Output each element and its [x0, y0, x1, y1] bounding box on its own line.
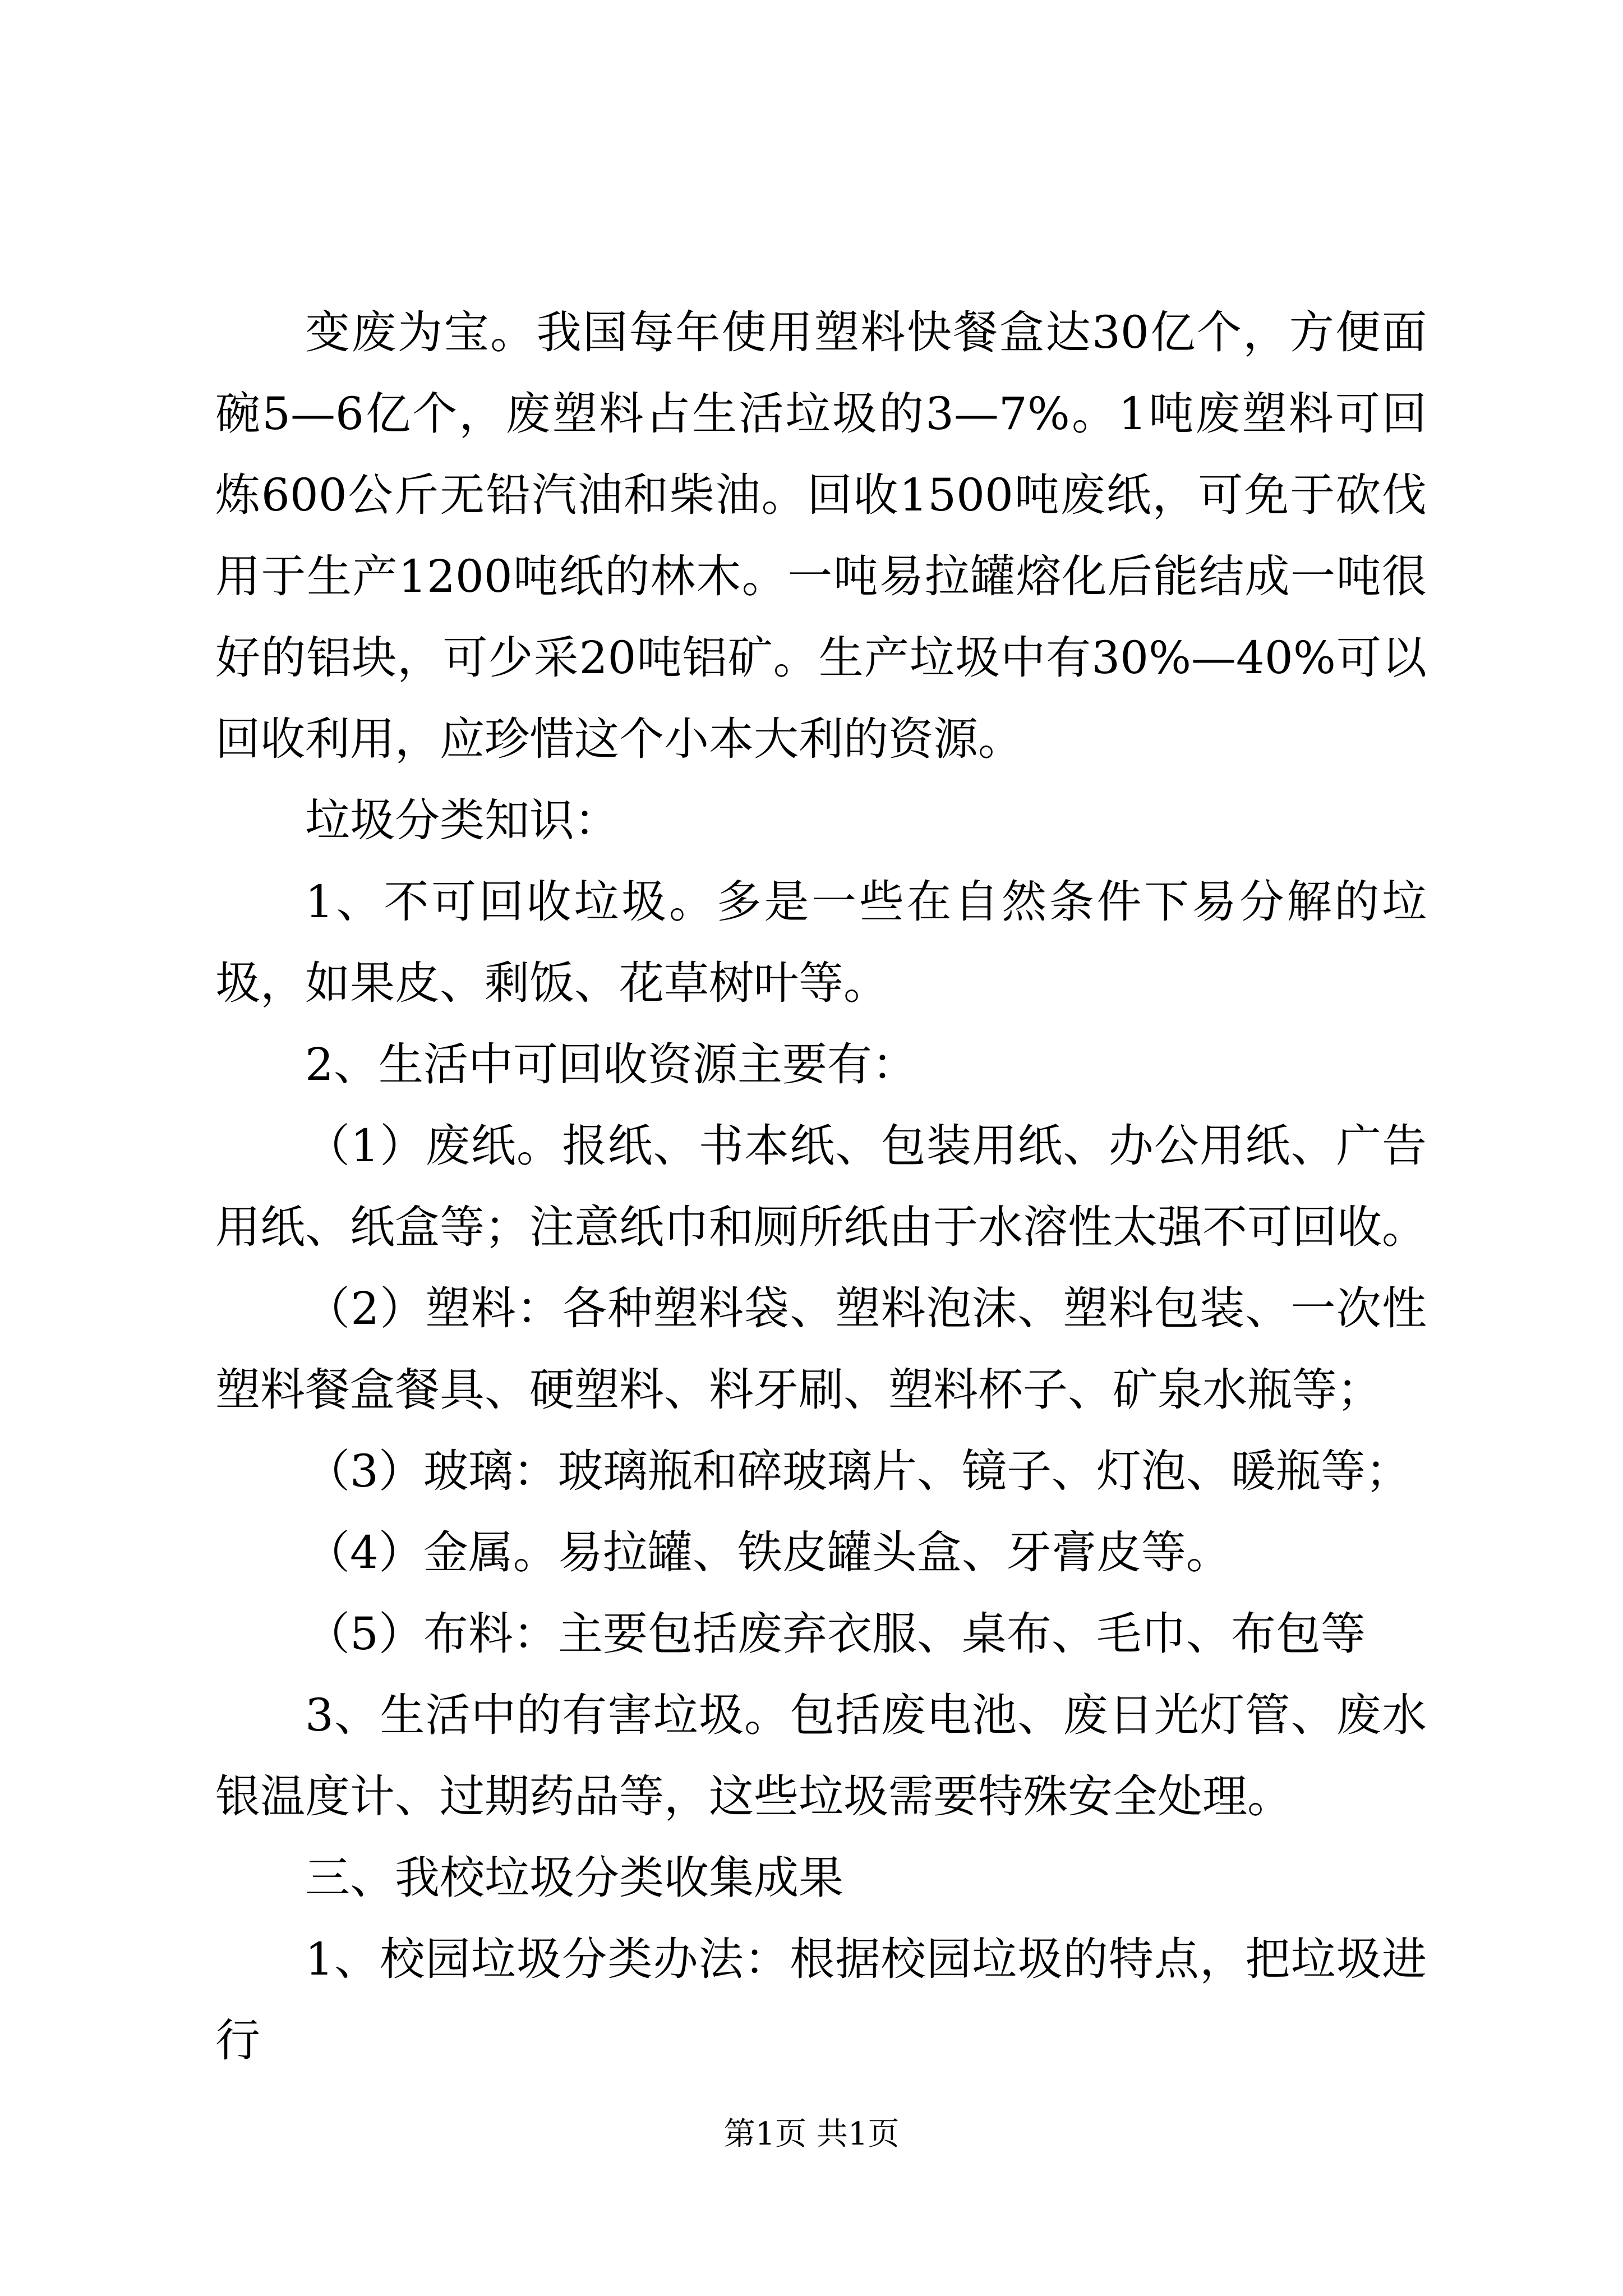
paragraph-section-three-heading: 三、我校垃圾分类收集成果	[305, 1852, 843, 1904]
paragraph-non-recyclable: 1、不可回收垃圾。多是一些在自然条件下易分解的垃圾，如果皮、剩饭、花草树叶等。	[215, 876, 1427, 1009]
paragraph-glass: （3）玻璃：玻璃瓶和碎玻璃片、镜子、灯泡、暖瓶等；	[305, 1445, 1410, 1497]
paragraph-cloth: （5）布料：主要包括废弃衣服、桌布、毛巾、布包等	[305, 1608, 1366, 1660]
paragraph-recyclable-intro: 2、生活中可回收资源主要有：	[305, 1038, 917, 1091]
paragraph-waste-paper: （1）废纸。报纸、书本纸、包装用纸、办公用纸、广告用纸、纸盒等；注意纸巾和厕所纸由于水溶性太强不可回收。	[215, 1120, 1427, 1253]
page-footer: 第1页 共1页	[723, 2116, 900, 2152]
paragraph-campus-method: 1、校园垃圾分类办法：根据校园垃圾的特点，把垃圾进行	[215, 1933, 1427, 2067]
paragraph-plastics: （2）塑料：各种塑料袋、塑料泡沫、塑料包装、一次性塑料餐盒餐具、硬塑料、料牙刷、塑料杯子、矿泉水瓶等；	[215, 1282, 1427, 1416]
paragraph-hazardous: 3、生活中的有害垃圾。包括废电池、废日光灯管、废水银温度计、过期药品等，这些垃圾需要特殊安全处理。	[215, 1689, 1427, 1823]
paragraph-waste-to-treasure: 变废为宝。我国每年使用塑料快餐盒达30亿个，方便面碗5—6亿个，废塑料占生活垃圾的3—7%。1吨废塑料可回炼600公斤无铅汽油和柴油。回收1500吨废纸，可免于砍伐用于生产1200吨纸的林木。一吨易拉罐熔化后能结成一吨很好的铝块，可少采20吨铝矿。生产垃圾中有30%—40%可以回收利用，应珍惜这个小本大利的资源。	[215, 306, 1427, 765]
paragraph-metal: （4）金属。易拉罐、铁皮罐头盒、牙膏皮等。	[305, 1526, 1231, 1579]
paragraph-sorting-knowledge-heading: 垃圾分类知识：	[305, 794, 619, 846]
document-body	[215, 292, 1427, 2081]
